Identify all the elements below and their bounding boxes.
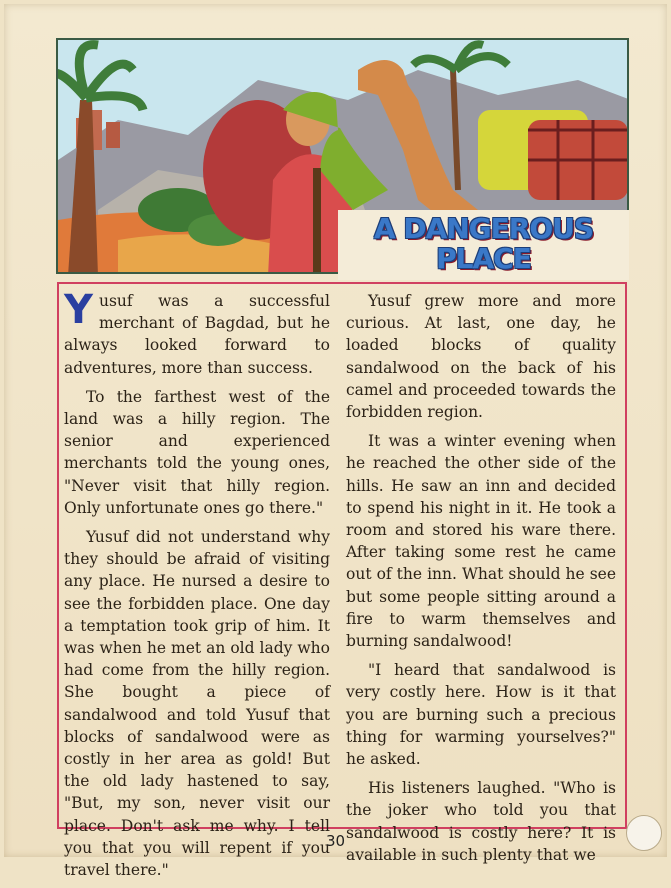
paragraph: To the farthest west of the land was a hilly region. The senior and experienced merchants told the young ones, "Never visit that hilly region. Only unfortunate ones go there." [64,387,330,517]
story-title-line-1: A DANGEROUS [373,212,594,245]
drop-cap: Y [64,287,93,333]
library-stamp-icon [626,815,662,851]
paragraph: His listeners laughed. "Who is the joker who told you that sandalwood is costly here? It is available in such plenty that we [346,779,616,864]
paragraph: "I heard that sandalwood is very costly here. How is it that you are burning such a precious thing for warming yourselves?" he asked. [346,661,616,769]
paragraph: Yusuf did not understand why they should be afraid of visiting any place. He nursed a desire to see the forbidden place. One day a temptation took grip of him. It was when he met an old lady who had come from the hilly region. She bought a piece of sandalwood and told Yusuf that blocks of sandalwood were as costly in her area as gold! But the old lady hastened to say, "But, my son, never visit our place. Don't ask me why. I tell you that you will repent if you travel there." [64,528,330,880]
paragraph: It was a winter evening when he reached the other side of the hills. He saw an inn and decided to spend his night in it. He took a room and stored his ware there. After taking some rest he came out of the inn. What should he see but some people sitting around a fire to warm themselves and burning sandalwood! [346,432,616,651]
story-title [338,214,629,274]
left-column [64,287,330,888]
page-number: 30 [325,832,346,850]
right-column [346,290,616,873]
paragraph: Yusuf grew more and more curious. At last, one day, he loaded blocks of quality sandalwood on the back of his camel and proceeded towards the forbidden region. [346,292,616,422]
story-title-line-2: PLACE [436,242,531,275]
paragraph: Yusuf was a successful merchant of Bagdad, but he always looked forward to adventures, more than success. [64,287,330,377]
